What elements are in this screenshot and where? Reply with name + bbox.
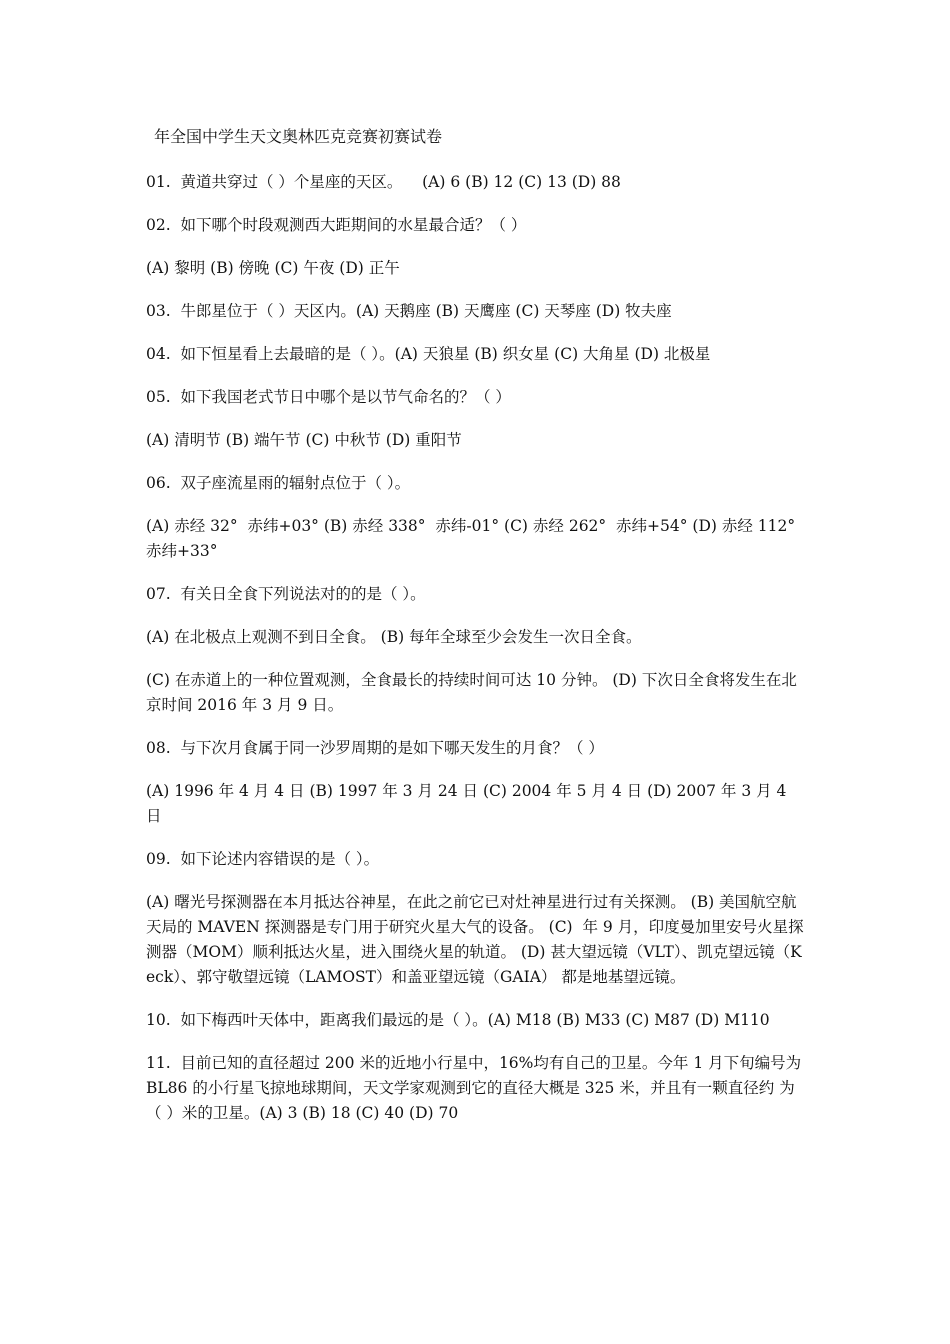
question-10: 10. 如下梅西叶天体中，距离我们最远的是（ ）。(A) M18 (B) M33 (C) M87 (D) M110: [146, 1011, 770, 1029]
question-06: 06. 双子座流星雨的辐射点位于（ ）。: [146, 474, 411, 492]
question-08-options: (A) 1996 年 4 月 4 日 (B) 1997 年 3 月 24 日 (C) 2004 年 5 月 4 日 (D) 2007 年 3 月 4 日: [146, 782, 792, 825]
question-09-options: (A) 曙光号探测器在本月抵达谷神星，在此之前它已对灶神星进行过有关探测。 (B) 美国航空航天局的 MAVEN 探测器是专门用于研究火星大气的设备。 (C) 年 9 月，印度曼加里安号火星探测器（MOM）顺利抵达火星，进入围绕火星的轨道。 (D) 甚大望远镜（VLT）、凯克望远镜（Keck）、郭守敬望远镜（LAMOST）和盖亚望远镜（GAIA） 都是地基望远镜。: [146, 893, 804, 986]
question-06-options: (A) 赤经 32° 赤纬+03° (B) 赤经 338° 赤纬-01° (C) 赤经 262° 赤纬+54° (D) 赤经 112° 赤纬+33°: [146, 517, 805, 560]
question-07-options-ab: (A) 在北极点上观测不到日全食。 (B) 每年全球至少会发生一次日全食。: [146, 628, 642, 646]
question-05-options: (A) 清明节 (B) 端午节 (C) 中秋节 (D) 重阳节: [146, 431, 462, 449]
question-04: 04. 如下恒星看上去最暗的是（ ）。(A) 天狼星 (B) 织女星 (C) 大角星 (D) 北极星: [146, 345, 711, 363]
question-07-options-cd: (C) 在赤道上的一种位置观测，全食最长的持续时间可达 10 分钟。 (D) 下次日全食将发生在北京时间 2016 年 3 月 9 日。: [146, 671, 797, 714]
question-02-options: (A) 黎明 (B) 傍晚 (C) 午夜 (D) 正午: [146, 259, 400, 277]
question-11: 11. 目前已知的直径超过 200 米的近地小行星中，16%均有自己的卫星。今年 1 月下旬编号为 BL86 的小行星飞掠地球期间，天文学家观测到它的直径大概是 325 米，并且有一颗直径约 为（ ）米的卫星。(A) 3 (B) 18 (C) 40 (D) 70: [146, 1054, 807, 1122]
exam-page: [146, 124, 806, 1126]
question-09: 09. 如下论述内容错误的是（ ）。: [146, 850, 380, 868]
question-03: 03. 牛郎星位于（ ）天区内。(A) 天鹅座 (B) 天鹰座 (C) 天琴座 (D) 牧夫座: [146, 302, 672, 320]
question-01: 01. 黄道共穿过（ ）个星座的天区。 (A) 6 (B) 12 (C) 13 (D) 88: [146, 173, 621, 191]
page-title: 年全国中学生天文奥林匹克竞赛初赛试卷: [154, 127, 443, 146]
question-05: 05. 如下我国老式节日中哪个是以节气命名的？（ ）: [146, 388, 511, 406]
question-07: 07. 有关日全食下列说法对的的是（ ）。: [146, 585, 426, 603]
question-02: 02. 如下哪个时段观测西大距期间的水星最合适？（ ）: [146, 216, 527, 234]
question-08: 08. 与下次月食属于同一沙罗周期的是如下哪天发生的月食？（ ）: [146, 739, 604, 757]
